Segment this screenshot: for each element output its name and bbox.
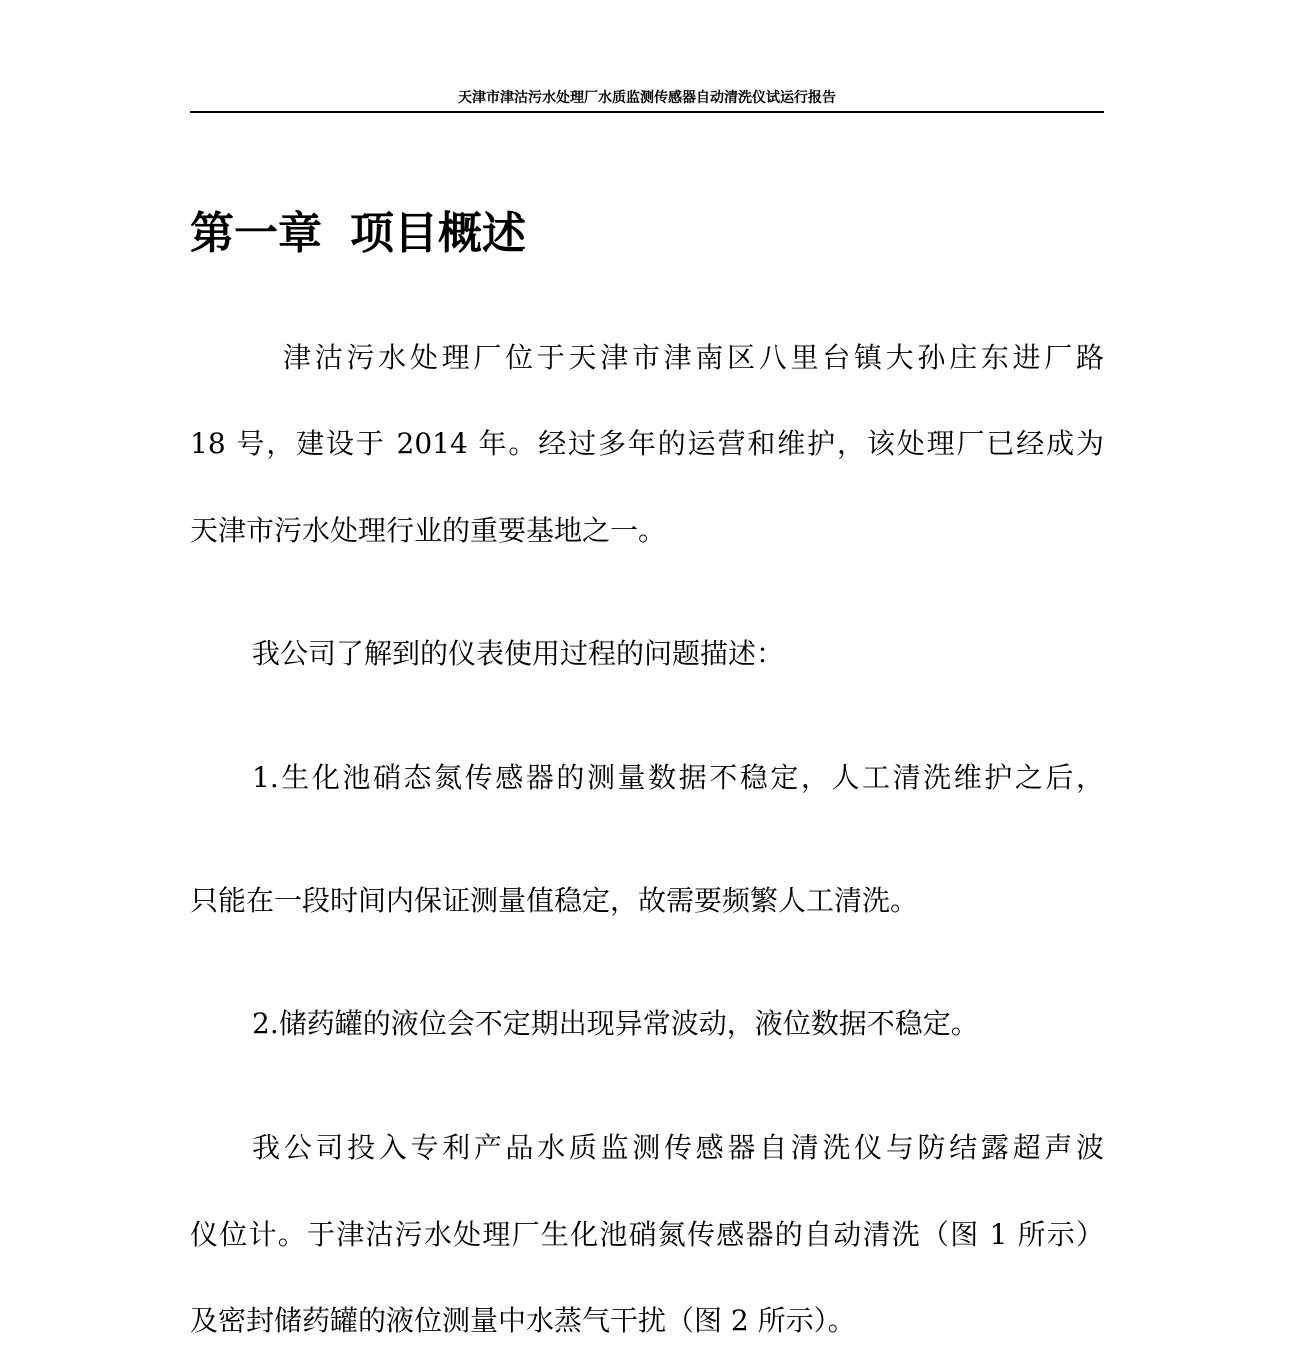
item1-line2: 只能在一段时间内保证测量值稳定，故需要频繁人工清洗。: [190, 884, 919, 917]
paragraph2-line3: 及密封储药罐的液位测量中水蒸气干扰（图 2 所示）。: [190, 1304, 856, 1337]
item2-line: 2.储药罐的液位会不定期出现异常波动，液位数据不稳定。: [252, 1007, 979, 1040]
running-header: 天津市津沽污水处理厂水质监测传感器自动清洗仪试运行报告: [458, 90, 836, 106]
header-rule: [190, 111, 1104, 113]
chapter-name: 项目概述: [350, 208, 526, 259]
paragraph1-line2: 18 号，建设于 2014 年。经过多年的运营和维护，该处理厂已经成为: [190, 427, 1104, 460]
chapter-number: 第一章: [190, 208, 322, 259]
paragraph2-line1: 我公司投入专利产品水质监测传感器自清洗仪与防结露超声波: [252, 1131, 1104, 1164]
paragraph2-line2: 仪位计。于津沽污水处理厂生化池硝氮传感器的自动清洗（图 1 所示）: [190, 1218, 1104, 1251]
item1-line1: 1.生化池硝态氮传感器的测量数据不稳定，人工清洗维护之后，: [252, 761, 1104, 794]
paragraph1-line1: 津沽污水处理厂位于天津市津南区八里台镇大孙庄东进厂路: [283, 341, 1104, 374]
paragraph1-line3: 天津市污水处理行业的重要基地之一。: [190, 514, 667, 547]
problem-intro: 我公司了解到的仪表使用过程的问题描述：: [252, 637, 785, 670]
chapter-title: [190, 206, 526, 262]
